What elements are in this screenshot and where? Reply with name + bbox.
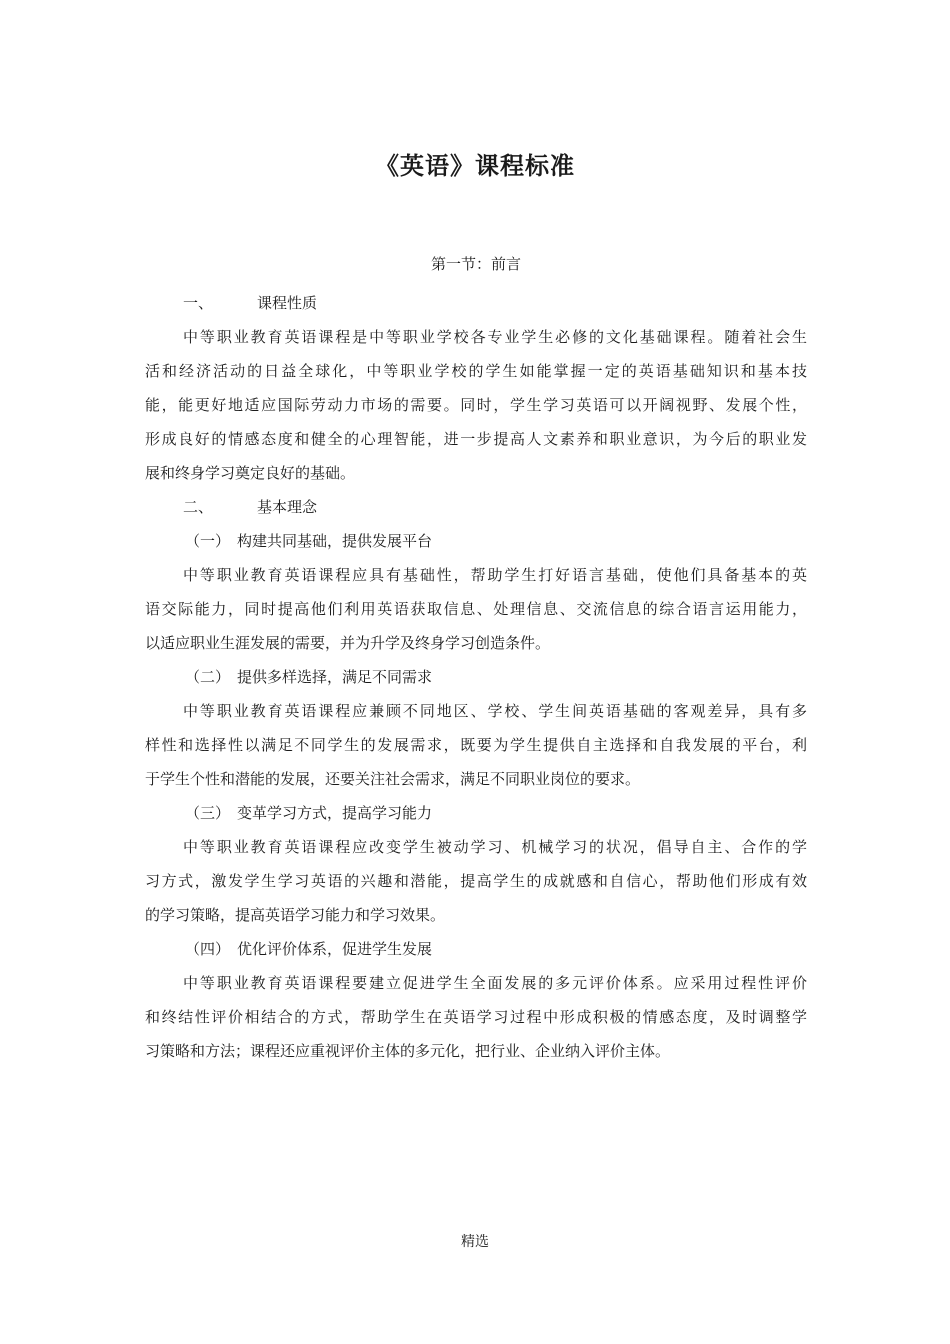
heading-text: 基本理念 [257, 498, 318, 516]
section-subheading [145, 286, 807, 320]
paragraph-line: 和终结性评价相结合的方式，帮助学生在英语学习过程中形成积极的情感态度，及时调整学 [145, 1008, 807, 1026]
paragraph [145, 830, 807, 932]
heading-number: 二、 [183, 498, 214, 516]
subsection-heading [145, 796, 807, 830]
paragraph-line: 形成良好的情感态度和健全的心理智能，进一步提高人文素养和职业意识，为今后的职业发 [145, 430, 807, 448]
heading-number: （一） [185, 532, 231, 550]
paragraph-line: 中等职业教育英语课程应兼顾不同地区、学校、学生间英语基础的客观差异，具有多 [183, 702, 807, 720]
paragraph [145, 558, 807, 660]
heading-text: 课程性质 [257, 294, 318, 312]
heading-number: （二） [185, 668, 231, 686]
paragraph-line: 于学生个性和潜能的发展，还要关注社会需求，满足不同职业岗位的要求。 [145, 770, 641, 788]
subsection-heading [145, 932, 807, 966]
paragraph-line: 中等职业教育英语课程要建立促进学生全面发展的多元评价体系。应采用过程性评价 [183, 974, 807, 992]
heading-text: 提供多样选择，满足不同需求 [237, 668, 433, 686]
paragraph-line: 中等职业教育英语课程应具有基础性，帮助学生打好语言基础，使他们具备基本的英 [183, 566, 807, 584]
paragraph-line: 能，能更好地适应国际劳动力市场的需要。同时，学生学习英语可以开阔视野、发展个性， [145, 396, 807, 414]
paragraph-line: 中等职业教育英语课程应改变学生被动学习、机械学习的状况，倡导自主、合作的学 [183, 838, 807, 856]
document-body [145, 252, 807, 1068]
paragraph-line: 中等职业教育英语课程是中等职业学校各专业学生必修的文化基础课程。随着社会生 [183, 328, 807, 346]
document-title: 《英语》课程标准 [375, 152, 575, 180]
paragraph-line: 展和终身学习奠定良好的基础。 [145, 464, 356, 482]
paragraph-line: 语交际能力，同时提高他们利用英语获取信息、处理信息、交流信息的综合语言运用能力， [145, 600, 807, 618]
heading-text: 优化评价体系，促进学生发展 [237, 940, 433, 958]
paragraph-line: 活和经济活动的日益全球化，中等职业学校的学生如能掌握一定的英语基础知识和基本技 [145, 362, 807, 380]
heading-text: 构建共同基础，提供发展平台 [237, 532, 433, 550]
paragraph-line: 习策略和方法；课程还应重视评价主体的多元化，把行业、企业纳入评价主体。 [145, 1042, 671, 1060]
heading-number: （三） [185, 804, 231, 822]
paragraph [145, 694, 807, 796]
paragraph-line: 以适应职业生涯发展的需要，并为升学及终身学习创造条件。 [145, 634, 551, 652]
subsection-heading [145, 660, 807, 694]
section-heading: 第一节：前言 [430, 255, 521, 273]
paragraph [145, 966, 807, 1068]
paragraph-line: 的学习策略，提高英语学习能力和学习效果。 [145, 906, 446, 924]
page-footer: 精选 [461, 1234, 489, 1250]
paragraph-line: 样性和选择性以满足不同学生的发展需求，既要为学生提供自主选择和自我发展的平台，利 [145, 736, 807, 754]
paragraph-line: 习方式，激发学生学习英语的兴趣和潜能，提高学生的成就感和自信心，帮助他们形成有效 [145, 872, 807, 890]
heading-number: （四） [185, 940, 231, 958]
heading-number: 一、 [183, 294, 214, 312]
heading-text: 变革学习方式，提高学习能力 [237, 804, 433, 822]
subsection-heading [145, 524, 807, 558]
section-subheading [145, 490, 807, 524]
content-blocks [145, 286, 807, 1068]
paragraph [145, 320, 807, 490]
